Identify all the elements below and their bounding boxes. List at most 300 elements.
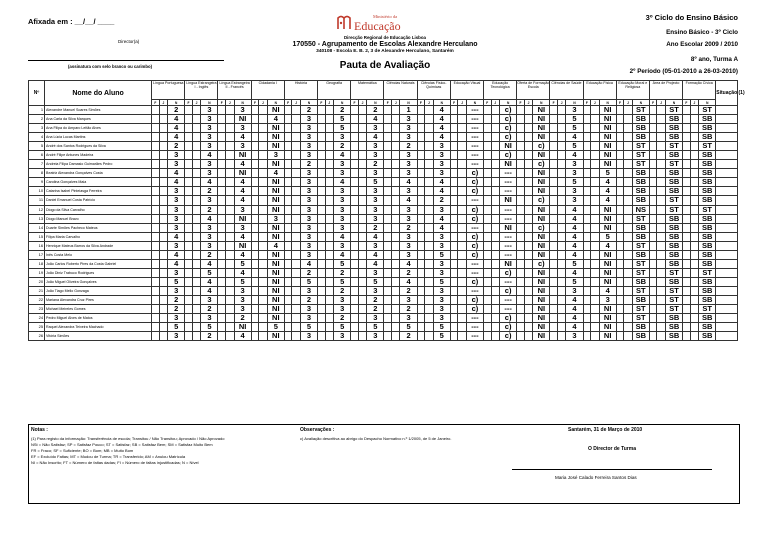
nota-line: (1) Para registo da informação: Transferência de escola; Transitou / Não Transitou; Aprovado / Não Aprovado [31,436,225,441]
faltas-cell [550,268,557,277]
grade-cell: 3 [400,250,417,259]
faltas-inj-cell [557,241,566,250]
table-row [29,241,738,250]
faltas-inj-cell [425,106,434,115]
student-name: Catarina Isabel Pinteiasga Ferreira [45,187,152,196]
student-number: 8 [29,169,45,178]
faltas-cell [583,115,590,124]
col-subheader: J [657,100,666,106]
student-name: João Miguel Oliveira Gonçalves [45,277,152,286]
faltas-cell [417,133,424,142]
grade-cell: 2 [334,286,351,295]
faltas-cell [251,151,258,160]
grade-cell: c) [466,187,483,196]
student-number: 16 [29,241,45,250]
faltas-cell [417,332,424,341]
grade-cell: 5 [367,323,384,332]
grade-cell: 4 [566,305,583,314]
faltas-cell [152,169,159,178]
faltas-inj-cell [524,250,533,259]
faltas-inj-cell [557,259,566,268]
grade-cell: c) [466,214,483,223]
grade-cell: --- [466,142,483,151]
grade-cell: NI [599,268,616,277]
ensino-label: Ensino Básico - 3º Ciclo [666,29,738,36]
grade-cell: 3 [334,332,351,341]
faltas-cell [318,232,325,241]
grade-cell: SB [699,178,716,187]
faltas-cell [484,286,491,295]
faltas-cell [649,160,656,169]
faltas-inj-cell [657,241,666,250]
grade-cell: 3 [367,205,384,214]
grade-cell: 3 [400,214,417,223]
faltas-inj-cell [192,178,201,187]
faltas-inj-cell [325,323,334,332]
faltas-inj-cell [591,223,600,232]
faltas-cell [683,178,690,187]
table-row [29,169,738,178]
faltas-inj-cell [524,115,533,124]
faltas-cell [484,268,491,277]
student-number: 24 [29,314,45,323]
grade-cell: NI [267,232,284,241]
faltas-cell [351,187,358,196]
faltas-cell [550,323,557,332]
faltas-inj-cell [259,106,268,115]
faltas-inj-cell [358,160,367,169]
situacao-cell [716,259,738,268]
turma-label: 8º ano, Turma A [690,56,738,63]
faltas-inj-cell [524,223,533,232]
faltas-inj-cell [491,196,500,205]
faltas-inj-cell [591,295,600,304]
faltas-cell [351,250,358,259]
faltas-inj-cell [391,323,400,332]
afixada-label: Afixada em : __/__/ ____ [28,17,115,26]
table-row [29,259,738,268]
faltas-cell [351,323,358,332]
faltas-inj-cell [690,169,699,178]
grade-cell: NI [533,205,550,214]
ministry-logo [337,13,427,33]
faltas-cell [583,268,590,277]
grade-cell: NI [267,314,284,323]
faltas-cell [351,178,358,187]
student-name: Diogo da Silva Carvalho [45,205,152,214]
faltas-cell [649,314,656,323]
col-header-subject: Língua Portuguesa [152,81,185,100]
faltas-inj-cell [358,295,367,304]
col-subheader: F [218,100,225,106]
col-header-subject: Educação Tecnológica [484,81,517,100]
faltas-inj-cell [458,178,467,187]
faltas-inj-cell [491,232,500,241]
col-subheader: J [325,100,334,106]
faltas-cell [583,286,590,295]
grade-cell: 4 [234,268,251,277]
faltas-cell [384,268,391,277]
faltas-cell [417,142,424,151]
grade-cell: SB [699,314,716,323]
faltas-inj-cell [458,241,467,250]
faltas-inj-cell [325,133,334,142]
faltas-inj-cell [358,232,367,241]
grade-cell: 4 [234,133,251,142]
grade-cell: --- [466,106,483,115]
grade-cell: NI [533,295,550,304]
faltas-cell [284,178,291,187]
faltas-inj-cell [690,196,699,205]
faltas-inj-cell [259,332,268,341]
grade-cell: 4 [267,115,284,124]
grade-cell: SB [699,214,716,223]
faltas-cell [649,115,656,124]
faltas-cell [351,151,358,160]
faltas-cell [284,214,291,223]
student-number: 21 [29,286,45,295]
student-number: 4 [29,133,45,142]
faltas-cell [384,232,391,241]
faltas-cell [318,223,325,232]
faltas-cell [218,151,225,160]
faltas-cell [152,106,159,115]
nota-line: FR = Fraco; SF = Suficiente; BO = Bom; MB = Muito Bom [31,448,134,453]
grade-cell: 2 [334,106,351,115]
grade-cell: 5 [599,232,616,241]
grade-cell: 3 [300,314,317,323]
grade-cell: 3 [400,295,417,304]
grade-cell: 5 [367,277,384,286]
grade-cell: 3 [168,241,185,250]
grade-cell: NI [533,169,550,178]
grade-cell: --- [500,277,517,286]
faltas-cell [616,250,623,259]
faltas-cell [318,115,325,124]
faltas-cell [318,268,325,277]
student-name: Ana Lúcia Lucas Martins [45,133,152,142]
grade-cell: SB [699,286,716,295]
grade-cell: NI [267,196,284,205]
faltas-inj-cell [192,323,201,332]
faltas-inj-cell [192,295,201,304]
signature-line [28,60,224,61]
grade-cell: 3 [334,223,351,232]
grade-cell: 4 [566,223,583,232]
faltas-inj-cell [557,214,566,223]
faltas-inj-cell [425,133,434,142]
faltas-cell [384,314,391,323]
faltas-cell [683,142,690,151]
grade-cell: NI [599,205,616,214]
faltas-inj-cell [624,133,633,142]
grade-cell: SB [632,332,649,341]
faltas-cell [318,277,325,286]
faltas-inj-cell [690,115,699,124]
grade-cell: ST [632,151,649,160]
director-signature-line [512,469,712,470]
grade-cell: NI [533,124,550,133]
faltas-cell [484,160,491,169]
grade-cell: 4 [367,259,384,268]
col-subheader: N [367,100,384,106]
table-row [29,205,738,214]
faltas-cell [185,115,192,124]
student-name: João Tiago Mello Gonzaga [45,286,152,295]
grade-cell: 3 [334,205,351,214]
faltas-cell [517,259,524,268]
faltas-inj-cell [325,142,334,151]
grade-cell: ST [632,286,649,295]
grade-cell: NI [599,223,616,232]
faltas-cell [683,259,690,268]
col-subheader: N [665,100,682,106]
grade-cell: SB [665,169,682,178]
faltas-cell [450,124,457,133]
table-row [29,286,738,295]
grade-cell: 5 [433,323,450,332]
faltas-cell [384,332,391,341]
faltas-inj-cell [557,223,566,232]
col-subheader: J [591,100,600,106]
grade-cell: 5 [234,259,251,268]
faltas-cell [185,133,192,142]
faltas-inj-cell [557,124,566,133]
faltas-inj-cell [657,196,666,205]
faltas-cell [450,259,457,268]
faltas-inj-cell [192,133,201,142]
grade-cell: 4 [400,277,417,286]
faltas-inj-cell [391,232,400,241]
faltas-cell [185,332,192,341]
faltas-inj-cell [657,205,666,214]
faltas-cell [517,106,524,115]
faltas-cell [185,305,192,314]
faltas-inj-cell [159,187,168,196]
grade-cell: 3 [367,124,384,133]
col-subheader: F [583,100,590,106]
faltas-cell [152,178,159,187]
grade-cell: NI [267,286,284,295]
faltas-cell [517,277,524,286]
grade-cell: NI [533,115,550,124]
faltas-cell [649,241,656,250]
grade-cell: 3 [566,160,583,169]
faltas-cell [484,124,491,133]
faltas-cell [318,305,325,314]
faltas-cell [450,160,457,169]
faltas-cell [251,314,258,323]
grade-cell: 5 [334,277,351,286]
faltas-inj-cell [557,133,566,142]
faltas-cell [251,133,258,142]
faltas-inj-cell [325,268,334,277]
grade-cell: 3 [566,106,583,115]
grade-cell: SB [665,133,682,142]
grade-cell: 3 [300,169,317,178]
faltas-inj-cell [259,232,268,241]
faltas-inj-cell [557,314,566,323]
grade-cell: c) [500,323,517,332]
faltas-inj-cell [391,169,400,178]
student-number: 19 [29,268,45,277]
faltas-cell [218,142,225,151]
faltas-cell [318,323,325,332]
faltas-inj-cell [458,250,467,259]
faltas-inj-cell [292,178,301,187]
grade-cell: NI [267,133,284,142]
grade-cell: c) [533,196,550,205]
faltas-inj-cell [259,187,268,196]
faltas-inj-cell [159,151,168,160]
faltas-inj-cell [524,124,533,133]
faltas-inj-cell [491,133,500,142]
faltas-cell [351,259,358,268]
faltas-cell [450,323,457,332]
grade-cell: 3 [400,205,417,214]
col-header-subject: Cidadania I [251,81,284,100]
faltas-inj-cell [458,277,467,286]
grade-cell: ST [632,160,649,169]
grade-cell: NI [599,332,616,341]
grade-cell: 4 [566,323,583,332]
grade-cell: 3 [400,124,417,133]
faltas-inj-cell [458,286,467,295]
grade-cell: 3 [300,151,317,160]
faltas-inj-cell [458,323,467,332]
faltas-inj-cell [557,323,566,332]
faltas-cell [450,241,457,250]
faltas-inj-cell [292,196,301,205]
grade-cell: NI [599,106,616,115]
situacao-cell [716,115,738,124]
faltas-inj-cell [657,124,666,133]
grade-cell: 4 [566,295,583,304]
faltas-cell [583,205,590,214]
grade-cell: --- [500,232,517,241]
col-subheader: N [433,100,450,106]
faltas-inj-cell [458,205,467,214]
faltas-inj-cell [292,115,301,124]
grade-cell: 3 [433,169,450,178]
grade-cell: 3 [433,259,450,268]
faltas-cell [649,196,656,205]
faltas-cell [218,124,225,133]
faltas-inj-cell [491,332,500,341]
faltas-inj-cell [690,268,699,277]
grade-cell: 2 [300,106,317,115]
faltas-inj-cell [159,277,168,286]
faltas-inj-cell [425,268,434,277]
faltas-cell [152,232,159,241]
grade-cell: NI [267,268,284,277]
faltas-inj-cell [192,187,201,196]
grade-cell: 3 [300,332,317,341]
grade-cell: SB [699,223,716,232]
faltas-inj-cell [425,332,434,341]
grade-cell: 5 [566,124,583,133]
grade-cell: SB [632,277,649,286]
grade-cell: 4 [168,250,185,259]
faltas-cell [384,115,391,124]
faltas-inj-cell [557,232,566,241]
faltas-inj-cell [524,160,533,169]
grade-cell: c) [466,232,483,241]
faltas-inj-cell [192,223,201,232]
grade-cell: 4 [566,250,583,259]
grade-cell: 3 [400,232,417,241]
faltas-inj-cell [425,124,434,133]
student-name: Michael Meireles Gomes [45,305,152,314]
faltas-cell [284,259,291,268]
faltas-inj-cell [690,142,699,151]
grade-cell: NI [599,277,616,286]
faltas-cell [284,142,291,151]
faltas-inj-cell [425,115,434,124]
grade-cell: 3 [234,286,251,295]
grade-cell: NI [533,314,550,323]
faltas-inj-cell [225,196,234,205]
grade-cell: 3 [201,133,218,142]
faltas-inj-cell [657,314,666,323]
faltas-inj-cell [358,115,367,124]
grade-cell: 4 [599,286,616,295]
faltas-cell [583,124,590,133]
faltas-cell [517,268,524,277]
faltas-cell [152,286,159,295]
faltas-inj-cell [458,295,467,304]
grade-cell: 4 [234,332,251,341]
grade-cell: 4 [433,106,450,115]
grade-cell: 3 [300,250,317,259]
faltas-inj-cell [458,160,467,169]
faltas-inj-cell [292,169,301,178]
ano-escolar-label: Ano Escolar 2009 / 2010 [666,41,738,48]
faltas-cell [683,205,690,214]
grade-cell: ST [632,268,649,277]
grade-cell: 3 [334,196,351,205]
grade-cell: 3 [300,205,317,214]
faltas-cell [683,323,690,332]
faltas-cell [450,196,457,205]
faltas-inj-cell [690,223,699,232]
grade-cell: NI [599,124,616,133]
faltas-cell [517,332,524,341]
grade-cell: 3 [566,169,583,178]
observacoes-title: Observações : [300,427,335,433]
faltas-inj-cell [624,169,633,178]
grade-cell: NI [267,178,284,187]
table-row [29,124,738,133]
faltas-inj-cell [292,232,301,241]
col-header-subject: Matemática [351,81,384,100]
faltas-inj-cell [292,323,301,332]
faltas-inj-cell [358,323,367,332]
faltas-inj-cell [325,160,334,169]
faltas-inj-cell [225,169,234,178]
grade-cell: ST [665,160,682,169]
grade-cell: c) [500,133,517,142]
col-subheader: F [318,100,325,106]
faltas-inj-cell [192,142,201,151]
faltas-inj-cell [358,205,367,214]
grade-cell: SB [632,124,649,133]
faltas-cell [616,142,623,151]
faltas-cell [318,332,325,341]
faltas-inj-cell [591,142,600,151]
faltas-inj-cell [524,187,533,196]
grade-cell: 2 [367,106,384,115]
